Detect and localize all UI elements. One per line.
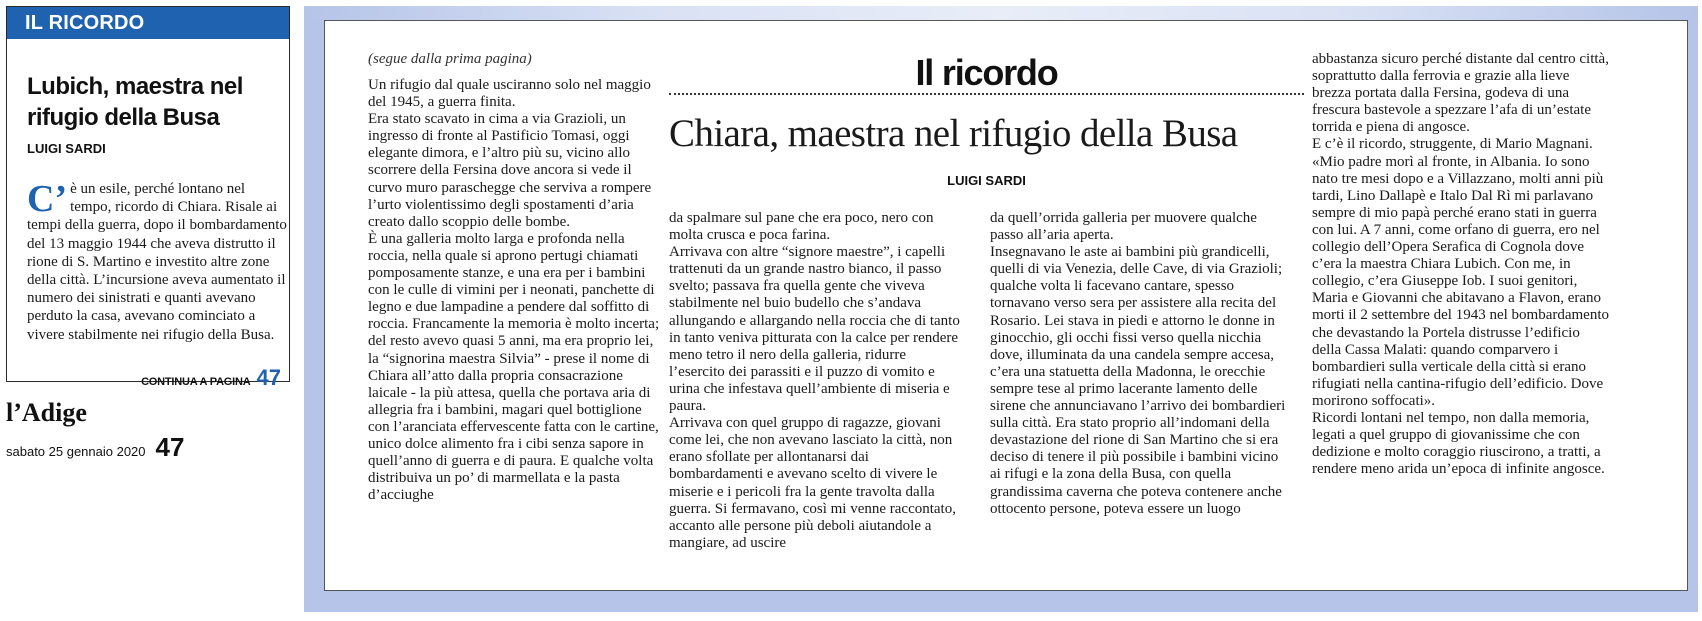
teaser-box [6,6,290,390]
article-panel [324,20,1688,591]
column-text: da spalmare sul pane che era poco, nero con molta crusca e poca farina. Arrivava con altre “signore maestre”, i capelli trattenuti da un grande nastro bianco, il passo svelto; passava fra quella gente che viveva stabilmente nel buio budello che s’andava allungando e allargando nella roccia che di tanto in tanto veniva pitturata con la calce per rendere meno tetro il nero della galleria, ridurre l’esercito dei parassiti e il puzzo di vomito e urina che infestava quell’ambiente di miseria e paura. Arrivava con quel gruppo di ragazze, giovani come lei, che non avevano lasciato la città, non erano sfollate per allontanarsi dai bombardamenti e avevano scelto di vivere le miserie e i pericoli fra la gente travolta dalla guerra. Si fermavano, così mi venne raccontato, accanto alle persone più deboli aiutandole a mangiare, ad uscire [669,210,960,551]
article-headline: Chiara, maestra nel rifugio della Busa [669,112,1238,155]
dateline [6,432,184,463]
section-label: IL RICORDO [7,7,289,39]
section-title: Il ricordo [915,52,1058,93]
article-byline: LUIGI SARDI [947,173,1026,188]
newspaper-logo: l’Adige [6,398,87,427]
dropcap: C’ [27,178,68,220]
issue-date: sabato 25 gennaio 2020 [6,444,146,459]
column-text: Un rifugio dal quale usciranno solo nel maggio del 1945, a guerra finita. Era stato scavato in cima a via Grazioli, un ingresso di fronte al Pastificio Tomasi, oggi elegante dimora, e l’altro più su, vicino allo scorrere della Fersina dove ancora si vede il curvo muro paraschegge che serviva a rompere l’urto violentissimo degli spostamenti d’aria creato dallo scoppio delle bombe. È una galleria molto larga e profonda nella roccia, nella quale si aprono pertugi chiamati pomposamente stanze, e una era per i bambini con le culle di vimini per i neonati, panchette di legno e due lampadine a pendere dal soffitto di roccia. Francamente la memoria è molto incerta; del resto avevo quasi 5 anni, ma era proprio lei, la “signorina maestra Silvia” - prese il nome di Chiara all’atto dalla propria consacrazione laicale - la più attesa, quella che portava aria di allegria fra i bambini, magari quel bottiglione con l’aranciata effervescente fatta con le cartine, unico dolce alimento fra i cibi senza sapore in quell’anno di guerra e di paura. E qualche volta distribuiva un po’ di marmellata e la pasta d’acciughe [368,77,660,504]
page-number: 47 [155,432,185,462]
continua-label: CONTINUA A PAGINA [141,376,251,388]
kicker: (segue dalla prima pagina) [368,51,532,67]
column-text: abbastanza sicuro perché distante dal centro città, soprattutto dalla ferrovia e grazie alla lieve brezza portata dalla Fersina, godeva di una frescura bastevole a spezzare l’afa di un’estate torrida e piena di angosce. E c’è il ricordo, struggente, di Mario Magnani. «Mio padre morì al fronte, in Albania. Io sono nato tre mesi dopo e a Villazzano, molti anni più tardi, Lino Dallapè e Italo Dal Rì mi parlavano sempre di mio papà perché erano stati in guerra con lui. A 7 anni, come orfano di guerra, ero nel collegio dell’Opera Serafica di Cognola dove c’era la maestra Chiara Lubich. Con me, in collegio, c’era Giuseppe Iob. I suoi genitori, Maria e Giovanni che abitavano a Flavon, erano morti il 2 settembre del 1943 nel bombardamento che devastando la Portela distrusse l’edificio della Cassa Malati: quando comparvero i bombardieri sulla verticale della città si erano rifugiati nella cantina-rifugio dell’edificio. Dove morirono soffocati». Ricordi lontani nel tempo, non dalla memoria, legati a quel gruppo di giovanissime che con dedizione e molto coraggio riuscirono, a tratti, a rendere meno arida un’epoca di infinite angosce. [1312,51,1610,478]
continua-page-number: 47 [256,365,281,390]
article-column-3 [990,210,1290,518]
title-divider [669,93,1304,95]
teaser-author: LUIGI SARDI [27,141,106,156]
article-column-4 [1312,51,1612,478]
column-text: da quell’orrida galleria per muovere qualche passo all’aria aperta. Insegnavano le aste ai bambini più grandicelli, quelli di via Venezia, delle Cave, di via Grazioli; qualche volta li facevano cantare, spesso tornavano verso sera per assistere alla recita del Rosario. Lei stava in piedi e attorno le donne in ginocchio, gli occhi fissi verso quella nicchia dove, illuminata da una candela sempre accesa, c’era una statuetta della Madonna, le orecchie sempre tese al primo lacerante lamento delle sirene che annunciavano l’arrivo dei bombardieri sulla città. Era stato proprio all’indomani della devastazione del rione di San Martino che si era deciso di tenere il più possibile i bambini vicino ai rifugi e la zona della Busa, con quella grandissima caverna che poteva contenere anche ottocento persone, poteva essere un luogo [990,210,1286,517]
teaser-text [27,180,287,344]
continua-link[interactable] [141,365,281,391]
teaser-title: Lubich, maestra nel rifugio della Busa [27,73,243,131]
article-column-1 [368,77,663,504]
article-column-2 [669,210,964,552]
sidebar-teaser [0,0,300,621]
teaser-body: è un esile, perché lontano nel tempo, ricordo di Chiara. Risale ai tempi della guerra, dopo il bombardamento del 13 maggio 1944 che aveva distrutto il rione di S. Martino e investito altre zone della città. L’incursione aveva aumentato il numero dei sinistrati e quanti avevano perduto la casa, avevano cominciato a vivere stabilmente nei rifugio della Busa. [27,181,287,343]
